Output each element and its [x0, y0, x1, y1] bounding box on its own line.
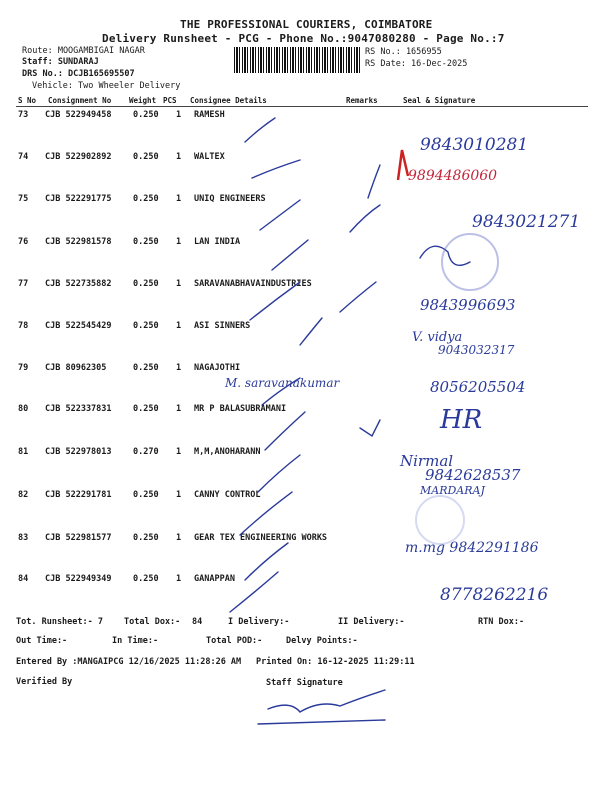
row-weight: 0.270 — [133, 447, 159, 457]
verified-by: Verified By — [16, 677, 73, 687]
col-remarks: Remarks — [346, 96, 378, 105]
col-weight: Weight — [129, 96, 157, 105]
row-consignee: UNIQ ENGINEERS — [194, 194, 266, 204]
row-consignment: CJB 522981577 — [45, 533, 112, 543]
row-weight: 0.250 — [133, 533, 159, 543]
row-sno: 76 — [18, 237, 29, 247]
col-consignee: Consignee Details — [190, 96, 267, 105]
row-sno: 75 — [18, 194, 29, 204]
drs-label: DRS No.: DCJB165695507 — [22, 69, 135, 79]
row-weight: 0.250 — [133, 152, 159, 162]
row-consignment: CJB 522337831 — [45, 404, 112, 414]
row-consignee: NAGAJOTHI — [194, 363, 241, 373]
handwritten-phone: 9842628537 — [425, 466, 521, 484]
row-consignee: MR P BALASUBRAMANI — [194, 404, 287, 414]
row-consignment: CJB 522735882 — [45, 279, 112, 289]
row-consignment: CJB 522291775 — [45, 194, 112, 204]
handwritten-phone: 8778262216 — [440, 585, 549, 605]
tick-mark — [230, 572, 278, 612]
handwritten-phone: 9843996693 — [420, 296, 516, 314]
row-pcs: 1 — [176, 152, 182, 162]
handwritten-initials: HR — [440, 405, 483, 435]
row-pcs: 1 — [176, 194, 182, 204]
row-consignee: M,M,ANOHARANN — [194, 447, 261, 457]
tick-mark — [340, 282, 376, 312]
tick-mark — [368, 165, 380, 198]
row-pcs: 1 — [176, 447, 182, 457]
row-weight: 0.250 — [133, 110, 159, 120]
row-sno: 82 — [18, 490, 29, 500]
tick-mark — [350, 205, 380, 232]
row-sno: 81 — [18, 447, 29, 457]
row-sno: 84 — [18, 574, 29, 584]
row-sno: 80 — [18, 404, 29, 414]
row-sno: 73 — [18, 110, 29, 120]
tick-mark — [265, 412, 305, 450]
row-pcs: 1 — [176, 533, 182, 543]
tick-mark — [272, 240, 308, 270]
row-consignee: WALTEX — [194, 152, 225, 162]
row-weight: 0.250 — [133, 321, 159, 331]
total-pod: Total POD:- — [206, 636, 263, 646]
row-sno: 74 — [18, 152, 29, 162]
row-weight: 0.250 — [133, 490, 159, 500]
total-dox-label: Total Dox:- — [124, 617, 181, 627]
tick-mark — [300, 318, 322, 345]
ii-delivery: II Delivery:- — [338, 617, 405, 627]
handwritten-phone: 9894486060 — [408, 168, 498, 184]
row-pcs: 1 — [176, 574, 182, 584]
handwritten-phone: 9043032317 — [438, 343, 515, 357]
row-weight: 0.250 — [133, 194, 159, 204]
row-consignee: LAN INDIA — [194, 237, 241, 247]
row-consignee: GANAPPAN — [194, 574, 235, 584]
row-sno: 78 — [18, 321, 29, 331]
col-seal-signature: Seal & Signature — [403, 96, 476, 105]
handwritten-phone: m.mg 9842291186 — [405, 540, 539, 556]
handwritten-name: M. saravanakumar — [225, 376, 340, 390]
out-time: Out Time:- — [16, 636, 68, 646]
in-time: In Time:- — [112, 636, 159, 646]
printed-on: Printed On: 16-12-2025 11:29:11 — [256, 657, 415, 667]
row-consignment: CJB 522902892 — [45, 152, 112, 162]
row-consignee: ASI SINNERS — [194, 321, 251, 331]
seal-stamp — [416, 496, 464, 544]
handwritten-phone: 8056205504 — [430, 378, 526, 396]
row-consignee: RAMESH — [194, 110, 225, 120]
row-consignment: CJB 522545429 — [45, 321, 112, 331]
row-weight: 0.250 — [133, 279, 159, 289]
tick-mark — [258, 455, 300, 492]
row-sno: 79 — [18, 363, 29, 373]
staff-signature-stroke — [268, 690, 385, 712]
staff-signature-label: Staff Signature — [266, 678, 343, 688]
tick-mark — [360, 420, 380, 436]
rs-date: RS Date: 16-Dec-2025 — [365, 59, 468, 69]
row-consignment: CJB 80962305 — [45, 363, 107, 373]
rs-number: RS No.: 1656955 — [365, 47, 442, 57]
row-weight: 0.250 — [133, 404, 159, 414]
row-consignee: CANNY CONTROL — [194, 490, 261, 500]
total-dox-value: 84 — [192, 617, 203, 627]
row-pcs: 1 — [176, 237, 182, 247]
row-pcs: 1 — [176, 110, 182, 120]
row-consignment: CJB 522291781 — [45, 490, 112, 500]
row-weight: 0.250 — [133, 237, 159, 247]
tick-mark — [250, 282, 300, 320]
row-sno: 83 — [18, 533, 29, 543]
handwritten-phone: 9843010281 — [420, 135, 529, 155]
row-pcs: 1 — [176, 404, 182, 414]
row-consignee: SARAVANABHAVAINDUSTRIES — [194, 279, 312, 289]
col-sno: S No — [18, 96, 37, 105]
tot-runsheet: Tot. Runsheet:- 7 — [16, 617, 103, 627]
tick-mark — [252, 160, 300, 178]
tick-mark — [240, 492, 292, 535]
row-weight: 0.250 — [133, 363, 159, 373]
runsheet-subtitle: Delivery Runsheet - PCG - Phone No.:9047080280 - Page No.:7 — [102, 32, 505, 45]
handwritten-name: MARDARAJ — [420, 484, 485, 497]
col-consignment: Consignment No — [48, 96, 112, 105]
row-consignment: CJB 522949349 — [45, 574, 112, 584]
tick-mark — [260, 200, 300, 230]
handwritten-phone: 9843021271 — [472, 212, 581, 232]
rtn-dox: RTN Dox:- — [478, 617, 525, 627]
tick-mark — [245, 543, 288, 580]
row-pcs: 1 — [176, 363, 182, 373]
row-pcs: 1 — [176, 279, 182, 289]
handwritten-name: V. vidya — [412, 330, 463, 345]
row-weight: 0.250 — [133, 574, 159, 584]
delvy-points: Delvy Points:- — [286, 636, 358, 646]
col-pcs: PCS — [163, 96, 177, 105]
handwritten-name: Nirmal — [400, 452, 454, 470]
red-mark — [398, 150, 408, 180]
staff-signature-underline — [258, 720, 385, 724]
vehicle-label: Vehicle: Two Wheeler Delivery — [32, 81, 181, 91]
row-sno: 77 — [18, 279, 29, 289]
row-pcs: 1 — [176, 490, 182, 500]
row-consignee: GEAR TEX ENGINEERING WORKS — [194, 533, 328, 543]
row-pcs: 1 — [176, 321, 182, 331]
tick-mark — [245, 118, 275, 142]
i-delivery: I Delivery:- — [228, 617, 290, 627]
entered-by: Entered By :MANGAIPCG 12/16/2025 11:28:26 AM — [16, 657, 242, 667]
route-label: Route: MOOGAMBIGAI NAGAR — [22, 46, 145, 56]
staff-label: Staff: SUNDARAJ — [22, 57, 99, 67]
company-title: THE PROFESSIONAL COURIERS, COIMBATORE — [180, 18, 433, 31]
row-consignment: CJB 522978013 — [45, 447, 112, 457]
row-consignment: CJB 522981578 — [45, 237, 112, 247]
row-consignment: CJB 522949458 — [45, 110, 112, 120]
